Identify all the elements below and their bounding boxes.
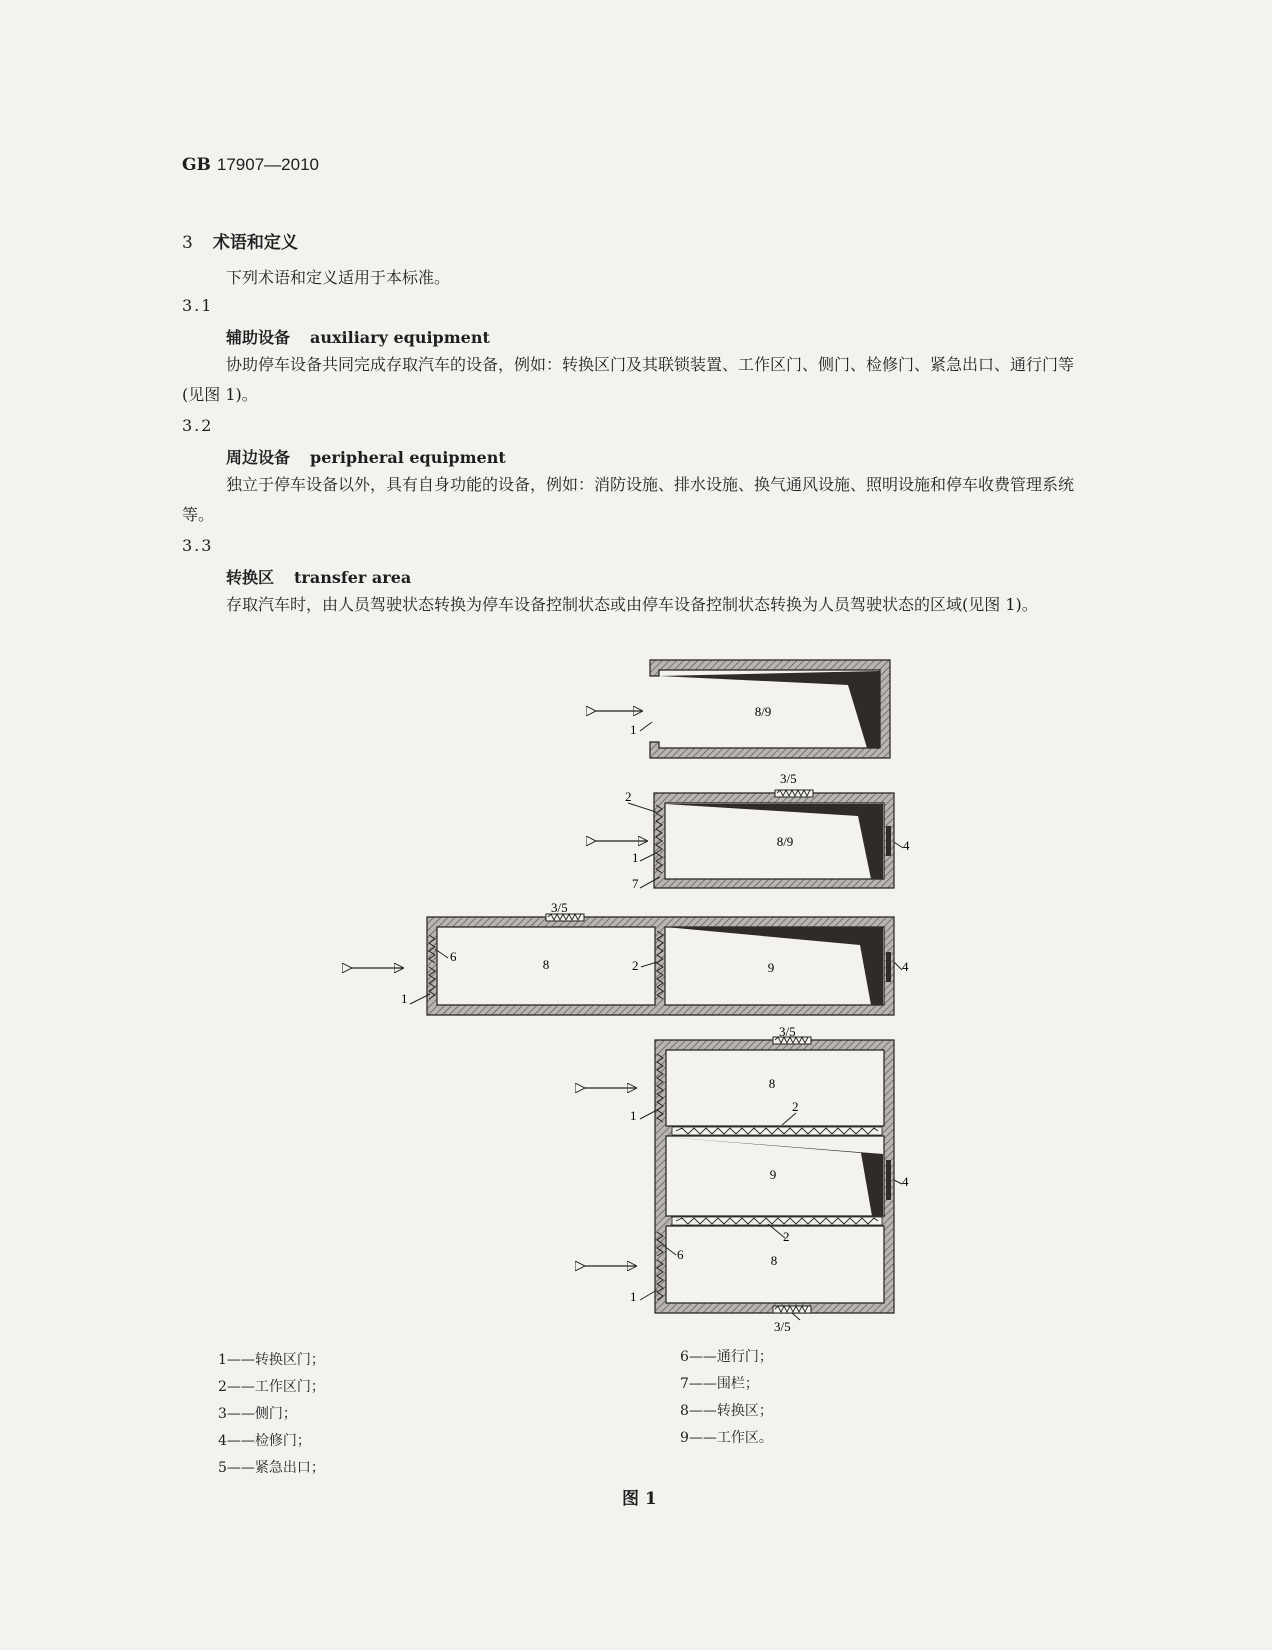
work-door-label: 2 [792,1099,799,1114]
pass-door-label: 6 [450,949,457,964]
transfer-door-label: 1 [632,850,639,865]
layout-diagram-4 [584,1024,909,1334]
work-area-label: 9 [769,1167,777,1182]
transfer-door-label: 1 [630,1289,637,1304]
maintenance-door [886,1160,891,1200]
legend-item: 3——侧门； [218,1406,297,1422]
side-door-label: 3/5 [779,1024,796,1039]
maintenance-door [886,826,891,856]
area-label: 8/9 [754,704,772,719]
leader-line [894,1180,902,1184]
legend-item: 2——工作区门； [218,1379,325,1395]
term-definition: 协助停车设备共同完成存取汽车的设备，例如：转换区门及其联锁装置、工作区门、侧门、检修门、紧急出口、通行门等(见图 1)。 [182,355,1075,404]
legend-item: 1——转换区门； [218,1352,325,1368]
term-definition: 存取汽车时，由人员驾驶状态转换为停车设备控制状态或由停车设备控制状态转换为人员驾驶状态的区域(见图 1)。 [226,595,1038,614]
term-title-en: transfer area [294,568,412,587]
legend-left [218,1347,325,1482]
pass-door-label: 6 [677,1247,684,1262]
work-door-label: 2 [632,958,639,973]
maintenance-door [886,952,891,982]
standard-number: 17907—2010 [216,155,319,174]
intro-paragraph: 下列术语和定义适用于本标准。 [226,268,451,287]
legend-item: 9——工作区。 [680,1430,773,1446]
legend-item: 6——通行门； [680,1349,773,1365]
term-number: 3.1 [182,296,214,315]
leader-line [628,803,656,812]
term-title-zh: 周边设备 [226,448,291,467]
term-title-zh: 转换区 [226,568,275,587]
legend-item: 8——转换区； [680,1403,773,1419]
side-door-label: 3/5 [551,900,568,915]
standard-prefix: GB [182,155,211,175]
leader-line [640,722,652,731]
area-label: 8/9 [776,834,794,849]
vehicle-shadow [665,804,883,879]
layout-diagram-2 [595,771,910,891]
work-area-label: 9 [767,960,775,975]
layout-diagram-1 [595,660,890,758]
term-number: 3.3 [182,536,214,555]
leader-line [792,1313,800,1320]
legend-item: 5——紧急出口； [218,1460,325,1476]
maintenance-door-label: 4 [902,959,909,974]
leader-line [894,842,903,848]
leader-line [894,962,902,970]
work-door-label: 2 [625,789,632,804]
section-number: 3 [182,233,193,253]
term-title-en: peripheral equipment [310,448,506,467]
term-definition: 独立于停车设备以外，具有自身功能的设备，例如：消防设施、排水设施、换气通风设施、照明设施和停车收费管理系统等。 [182,475,1075,524]
figure-caption: 图 1 [622,1489,657,1509]
layout-diagram-3 [351,900,909,1015]
term-number: 3.2 [182,416,214,435]
transfer-door-label: 1 [630,722,637,737]
legend-item: 7——围栏； [680,1376,759,1392]
transfer-area-label: 8 [770,1253,778,1268]
work-door-label: 2 [783,1229,790,1244]
maintenance-door-label: 4 [903,838,910,853]
transfer-area-label: 8 [768,1076,776,1091]
term-title-zh: 辅助设备 [226,328,291,347]
section-title: 术语和定义 [212,233,298,253]
transfer-door-label: 1 [630,1108,637,1123]
legend-item: 4——检修门； [218,1433,311,1449]
legend-right [680,1344,773,1452]
transfer-door-label: 1 [401,991,408,1006]
leader-line [782,1113,796,1125]
maintenance-door-label: 4 [902,1174,909,1189]
term-title-en: auxiliary equipment [310,328,490,347]
transfer-area-label: 8 [542,957,550,972]
side-door-label: 3/5 [774,1319,791,1334]
fence-label: 7 [632,876,639,891]
side-door-label: 3/5 [780,771,797,786]
